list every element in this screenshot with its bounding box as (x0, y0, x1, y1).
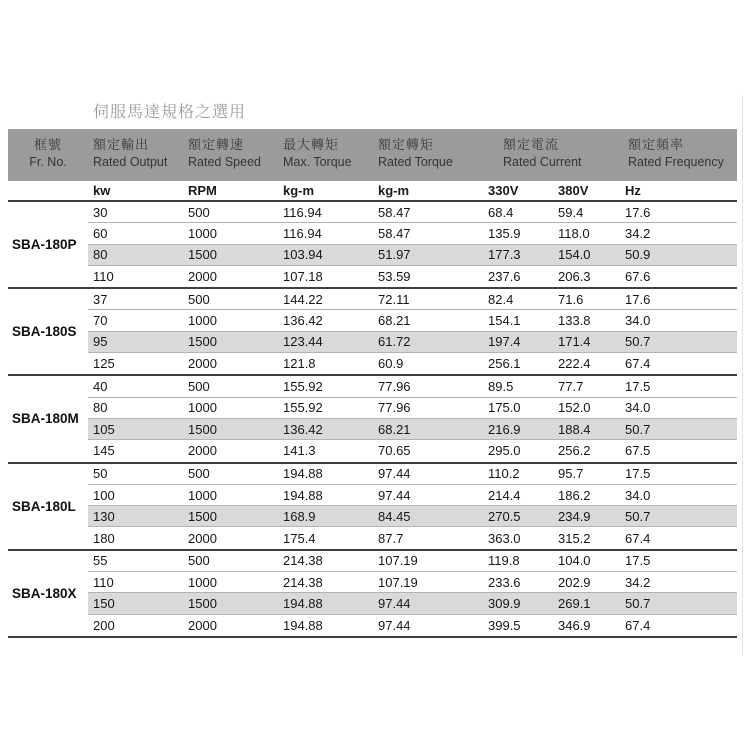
table-cell: 110 (93, 269, 114, 285)
table-cell: 34.0 (625, 400, 651, 416)
table-row (88, 266, 737, 287)
table-cell: 315.2 (558, 530, 591, 546)
table-cell: 500 (188, 204, 210, 220)
table-row (88, 464, 737, 485)
table-cell: 70 (93, 313, 108, 329)
col-header-rated-torque (373, 136, 483, 181)
table-row (88, 332, 737, 353)
table-cell: 206.3 (558, 269, 591, 285)
table-cell: 100 (93, 487, 115, 503)
table-cell: 136.42 (283, 313, 323, 329)
unit-cell-rpm: RPM (188, 183, 217, 198)
model-rows (88, 202, 737, 287)
table-cell: 72.11 (378, 291, 410, 307)
table-row (88, 289, 737, 310)
table-cell: 399.5 (488, 617, 521, 633)
table-cell: 194.88 (283, 466, 323, 482)
table-cell: 30 (93, 204, 108, 220)
table-cell: 110 (93, 574, 114, 590)
table-cell: 77.96 (378, 400, 411, 416)
model-rows (88, 551, 737, 636)
table-cell: 67.5 (625, 443, 651, 459)
table-cell: 152.0 (558, 400, 591, 416)
table-cell: 37 (93, 291, 108, 307)
table-cell: 2000 (188, 269, 217, 285)
table-cell: 175.4 (283, 530, 316, 546)
unit-cell-330v: 330V (488, 183, 519, 198)
col-header-rated-speed-zh: 額定轉速 (188, 137, 245, 152)
table-cell: 1500 (188, 595, 217, 611)
table-cell: 154.1 (488, 313, 521, 329)
table-cell: 116.94 (283, 204, 322, 220)
table-cell: 2000 (188, 617, 217, 633)
table-cell: 50.7 (625, 508, 651, 524)
col-header-max-torque-en: Max. Torque (283, 155, 352, 169)
table-row (88, 615, 737, 636)
table-cell: 133.8 (558, 313, 591, 329)
table-cell: 1000 (188, 400, 217, 416)
table-cell: 50.7 (625, 421, 651, 437)
model-rows (88, 376, 737, 461)
page-title: 伺服馬達規格之選用 (93, 104, 247, 121)
table-cell: 194.88 (283, 595, 323, 611)
table-cell: 155.92 (283, 400, 323, 416)
table-row (88, 223, 737, 244)
table-cell: 216.9 (488, 421, 521, 437)
table-cell: 50.7 (625, 334, 651, 350)
table-row (88, 419, 737, 440)
table-cell: 136.42 (283, 421, 323, 437)
model-label: SBA-180X (12, 585, 77, 601)
table-cell: 500 (188, 466, 210, 482)
table-cell: 34.0 (625, 313, 651, 329)
table-cell: 50.7 (625, 595, 651, 611)
model-group (8, 376, 737, 463)
table-cell: 125 (93, 356, 115, 372)
table-cell: 70.65 (378, 443, 411, 459)
col-header-rated-speed (183, 136, 278, 181)
table-cell: 154.0 (558, 247, 591, 263)
table-cell: 34.2 (625, 225, 651, 241)
unit-cell-hz: Hz (625, 183, 641, 198)
model-rows (88, 464, 737, 549)
table-cell: 2000 (188, 356, 217, 372)
table-cell: 82.4 (488, 291, 514, 307)
table-cell: 67.4 (625, 617, 651, 633)
table-cell: 80 (93, 247, 108, 263)
unit-cell-380v: 380V (558, 183, 589, 198)
table-cell: 68.4 (488, 204, 514, 220)
table-cell: 53.59 (378, 269, 411, 285)
table-row (88, 593, 737, 614)
table-cell: 155.92 (283, 379, 323, 395)
table-cell: 34.0 (625, 487, 651, 503)
table-cell: 145 (93, 443, 115, 459)
table-cell: 97.44 (378, 595, 411, 611)
table-cell: 51.97 (378, 247, 411, 263)
col-header-rated-current-zh: 額定電流 (503, 137, 560, 152)
col-header-rated-output (88, 136, 183, 181)
table-cell: 309.9 (488, 595, 521, 611)
table-cell: 95 (93, 334, 108, 350)
col-header-rated-current (483, 136, 620, 181)
table-cell: 1500 (188, 247, 217, 263)
table-cell: 123.44 (283, 334, 323, 350)
table-cell: 214.4 (488, 487, 521, 503)
table-cell: 200 (93, 617, 115, 633)
table-header-band (8, 129, 737, 181)
table-row (88, 202, 737, 223)
table-cell: 270.5 (488, 508, 521, 524)
table-cell: 269.1 (558, 595, 591, 611)
table-cell: 80 (93, 400, 108, 416)
table-cell: 256.1 (488, 356, 521, 372)
table-cell: 150 (93, 595, 115, 611)
table-cell: 500 (188, 379, 210, 395)
table-cell: 67.6 (625, 269, 651, 285)
table-row (88, 572, 737, 593)
table-cell: 234.9 (558, 508, 591, 524)
table-cell: 233.6 (488, 574, 521, 590)
table-cell: 144.22 (283, 291, 323, 307)
table-cell: 68.21 (378, 313, 411, 329)
col-header-rated-frequency-en: Rated Frequency (628, 155, 724, 169)
table-cell: 346.9 (558, 617, 591, 633)
table-row (88, 398, 737, 419)
table-cell: 17.6 (625, 291, 651, 307)
table-row (88, 245, 737, 266)
table-cell: 60 (93, 225, 108, 241)
table-row (88, 506, 737, 527)
table-cell: 119.8 (488, 553, 520, 569)
table-row (88, 310, 737, 331)
table-cell: 141.3 (283, 443, 316, 459)
model-label: SBA-180M (12, 411, 79, 427)
col-header-frame-no (8, 136, 88, 181)
table-row (88, 485, 737, 506)
table-row (88, 353, 737, 374)
table-row (88, 527, 737, 548)
table-cell: 186.2 (558, 487, 591, 503)
table-cell: 500 (188, 291, 210, 307)
table-cell: 77.96 (378, 379, 411, 395)
table-cell: 67.4 (625, 530, 651, 546)
model-label: SBA-180P (12, 237, 77, 253)
table-cell: 171.4 (558, 334, 591, 350)
col-header-rated-frequency (620, 136, 737, 181)
table-cell: 110.2 (488, 466, 520, 482)
table-cell: 168.9 (283, 508, 316, 524)
col-header-frame-no-zh: 框號 (33, 137, 62, 152)
table-cell: 107.19 (378, 553, 418, 569)
table-row (88, 440, 737, 461)
table-cell: 1500 (188, 508, 217, 524)
table-cell: 175.0 (488, 400, 521, 416)
table-cell: 121.8 (283, 356, 316, 372)
table-cell: 59.4 (558, 204, 584, 220)
table-cell: 118.0 (558, 225, 590, 241)
table-cell: 105 (93, 421, 115, 437)
table-cell: 103.94 (283, 247, 323, 263)
table-cell: 40 (93, 379, 108, 395)
table-cell: 130 (93, 508, 115, 524)
col-header-frame-no-en: Fr. No. (29, 155, 67, 169)
table-cell: 194.88 (283, 487, 323, 503)
unit-cell-kgm-max: kg-m (283, 183, 315, 198)
table-cell: 222.4 (558, 356, 591, 372)
table-cell: 34.2 (625, 574, 651, 590)
model-group (8, 289, 737, 376)
unit-cell-kw: kw (93, 183, 111, 198)
table-cell: 2000 (188, 443, 217, 459)
table-cell: 97.44 (378, 617, 411, 633)
col-header-rated-torque-en: Rated Torque (378, 155, 453, 169)
table-cell: 50 (93, 466, 108, 482)
servo-spec-table (8, 129, 737, 638)
table-cell: 237.6 (488, 269, 521, 285)
model-group (8, 464, 737, 551)
table-cell: 84.45 (378, 508, 411, 524)
table-cell: 55 (93, 553, 108, 569)
table-cell: 214.38 (283, 553, 323, 569)
table-body (8, 202, 737, 638)
table-cell: 58.47 (378, 225, 411, 241)
table-cell: 71.6 (558, 291, 584, 307)
table-cell: 1500 (188, 421, 217, 437)
table-cell: 1000 (188, 225, 217, 241)
table-row (88, 376, 737, 397)
table-cell: 60.9 (378, 356, 404, 372)
table-cell: 1500 (188, 334, 217, 350)
table-cell: 1000 (188, 313, 217, 329)
table-cell: 500 (188, 553, 210, 569)
col-header-rated-torque-zh: 額定轉矩 (378, 137, 435, 152)
col-header-rated-output-en: Rated Output (93, 155, 168, 169)
table-cell: 1000 (188, 487, 217, 503)
model-label: SBA-180S (12, 324, 77, 340)
table-cell: 95.7 (558, 466, 584, 482)
table-cell: 17.5 (625, 379, 651, 395)
col-header-max-torque (278, 136, 373, 181)
col-header-max-torque-zh: 最大轉矩 (283, 137, 340, 152)
table-cell: 17.6 (625, 204, 651, 220)
table-cell: 116.94 (283, 225, 322, 241)
table-cell: 180 (93, 530, 115, 546)
table-cell: 17.5 (625, 553, 651, 569)
table-cell: 214.38 (283, 574, 323, 590)
table-cell: 89.5 (488, 379, 514, 395)
table-cell: 2000 (188, 530, 217, 546)
page-edge-line (742, 95, 743, 655)
table-cell: 97.44 (378, 466, 411, 482)
table-cell: 256.2 (558, 443, 591, 459)
table-cell: 295.0 (488, 443, 521, 459)
table-cell: 363.0 (488, 530, 521, 546)
table-cell: 197.4 (488, 334, 521, 350)
col-header-rated-output-zh: 額定輸出 (93, 137, 150, 152)
table-cell: 68.21 (378, 421, 411, 437)
model-group (8, 202, 737, 289)
unit-row (8, 181, 737, 202)
table-cell: 17.5 (625, 466, 651, 482)
table-cell: 67.4 (625, 356, 651, 372)
table-cell: 188.4 (558, 421, 591, 437)
unit-cell-kgm-rated: kg-m (378, 183, 410, 198)
table-cell: 107.18 (283, 269, 323, 285)
table-cell: 135.9 (488, 225, 521, 241)
table-row (88, 551, 737, 572)
table-cell: 107.19 (378, 574, 418, 590)
table-cell: 61.72 (378, 334, 411, 350)
col-header-rated-current-en: Rated Current (503, 155, 582, 169)
col-header-rated-speed-en: Rated Speed (188, 155, 261, 169)
table-cell: 97.44 (378, 487, 411, 503)
table-cell: 194.88 (283, 617, 323, 633)
model-label: SBA-180L (12, 498, 76, 514)
table-cell: 1000 (188, 574, 217, 590)
table-cell: 177.3 (488, 247, 521, 263)
table-cell: 58.47 (378, 204, 411, 220)
table-cell: 50.9 (625, 247, 651, 263)
model-rows (88, 289, 737, 374)
col-header-rated-frequency-zh: 額定頻率 (628, 137, 685, 152)
table-cell: 202.9 (558, 574, 591, 590)
table-cell: 77.7 (558, 379, 584, 395)
table-cell: 87.7 (378, 530, 404, 546)
table-cell: 104.0 (558, 553, 591, 569)
model-group (8, 551, 737, 638)
